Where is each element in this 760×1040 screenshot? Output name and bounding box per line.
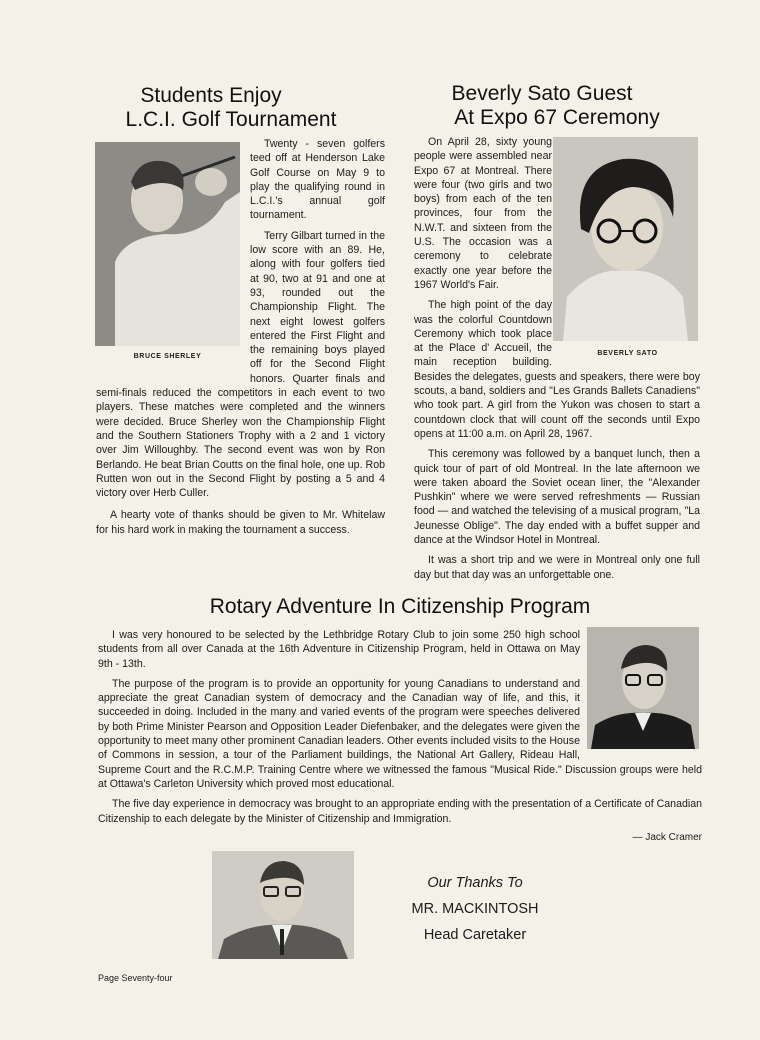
- expo-headline-line-1: Beverly Sato Guest: [451, 82, 633, 105]
- thanks-line-1: Our Thanks To: [427, 875, 523, 891]
- rotary-photo-spacer: [580, 628, 702, 756]
- expo-headline-line-2: At Expo 67 Ceremony: [454, 106, 660, 129]
- expo-paragraph-4: It was a short trip and we were in Montreal only one full day but that day was an unforgettable one.: [414, 554, 700, 581]
- bruce-sherley-caption: BRUCE SHERLEY: [133, 353, 202, 360]
- expo-article-text: [414, 135, 700, 588]
- golf-headline: [96, 84, 366, 132]
- rotary-paragraph-1: I was very honoured to be selected by the Lethbridge Rotary Club to join some 250 high school students from all over Canada at the 16th Adventure in Citizenship Program, held in Ottawa on May 9th - 13th.: [98, 629, 580, 670]
- golf-paragraph-2: Terry Gilbart turned in the low score with an 89. He, along with four golfers tied at 90, two at 91 and one at 93, rounded out the Championship Flight. The next eight lowest golfers entered the First Flight and the remaining boys played off for the Second Flight honors. Quarter finals and semi-finals reduced the competitors in each event to two players. These matches were completed and the winners were decided. Bruce Sherley won the Championship Flight and the Southern Stationers Trophy with a 2 and 1 victory over Jim Willoughby. The second event was won by Ron Berlando. He beat Brian Coutts on the final hole, one up. Rob Rutten won out in the Second Flight by posting a 5 and 4 victory over Herb Culler.: [96, 229, 385, 500]
- golf-article-text: [96, 137, 385, 543]
- expo-paragraph-2: The high point of the day was the colorful Countdown Ceremony which took place at the Place d' Accueil, the main reception building. Besides the delegates, guests and speakers, there were boy scouts, a band, soldiers and "Les Grands Ballets Canadiens" who took part. A girl from the Yukon was chosen to start a countdown clock that will count off the seconds until Expo opens at 11:00 a.m. on April 28, 1967.: [414, 299, 700, 440]
- expo-paragraph-3: This ceremony was followed by a banquet lunch, then a quick tour of part of old Montreal. In the late afternoon we were taken aboard the Soviet ocean liner, the "Alexander Pushkin" where we were served refreshments — Russian food — and watched the televising of a musical program, "La Jeunesse Oblige". The day ended with a buffet supper and dance at the Windsor Hotel in Montreal.: [414, 448, 700, 547]
- expo-headline: [412, 82, 702, 130]
- expo-paragraph-1: On April 28, sixty young people were assembled near Expo 67 at Montreal. There were four (two girls and two boys) from each of the ten provinces, four from the N.W.T. and sixteen from the U.S. The occasion was a ceremony to celebrate exactly one year before the 1967 World's Fair.: [414, 136, 552, 291]
- golf-paragraph-1: Twenty - seven golfers teed off at Henderson Lake Golf Course on May 9 to play the qualifying round in L.C.I.'s annual golf tournament.: [250, 138, 385, 222]
- rotary-article-text: [98, 628, 702, 843]
- rotary-paragraph-3: The five day experience in democracy was brought to an appropriate ending with the presentation of a Certificate of Canadian Citizenship to each delegate by the Minister of Citizenship and Immigration.: [98, 798, 702, 825]
- mr-mackintosh-photo: [212, 851, 354, 959]
- beverly-sato-caption: BEVERLY SATO: [597, 350, 658, 357]
- thanks-block: [370, 870, 580, 948]
- thanks-line-2: MR. MACKINTOSH: [411, 901, 539, 917]
- expo-photo-spacer: [552, 135, 700, 367]
- golf-headline-line-1: Students Enjoy: [140, 84, 282, 107]
- rotary-headline: Rotary Adventure In Citizenship Program: [209, 595, 591, 618]
- rotary-paragraph-2: The purpose of the program is to provide an opportunity for young Canadians to understand and appreciate the great Canadian system of democracy and the Canadian way of life, and this, it succeeded in doing. Included in the many and varied events of the program were speeches delivered by both Prime Minister Pearson and Opposition Leader Diefenbaker, and the delegates were given the opportunity to meet many other prominent Canadian leaders. Other events included visits to the House of Commons in session, a tour of the Parliament buildings, the National Art Gallery, Rideau Hall, Supreme Court and the R.C.M.P. Training Centre where we witnessed the famous "Musical Ride." Discussion groups were held at Ottawa's Carleton University which proved most educational.: [98, 677, 702, 790]
- page-number: Page Seventy-four: [98, 973, 173, 983]
- thanks-line-3: Head Caretaker: [423, 927, 527, 943]
- golf-paragraph-3: A hearty vote of thanks should be given to Mr. Whitelaw for his hard work in making the tournament a success.: [96, 509, 385, 536]
- golf-headline-line-2: L.C.I. Golf Tournament: [125, 108, 337, 131]
- rotary-signature: — Jack Cramer: [632, 831, 702, 843]
- golf-photo-spacer: [96, 137, 250, 384]
- caretaker-portrait-image: [212, 851, 354, 959]
